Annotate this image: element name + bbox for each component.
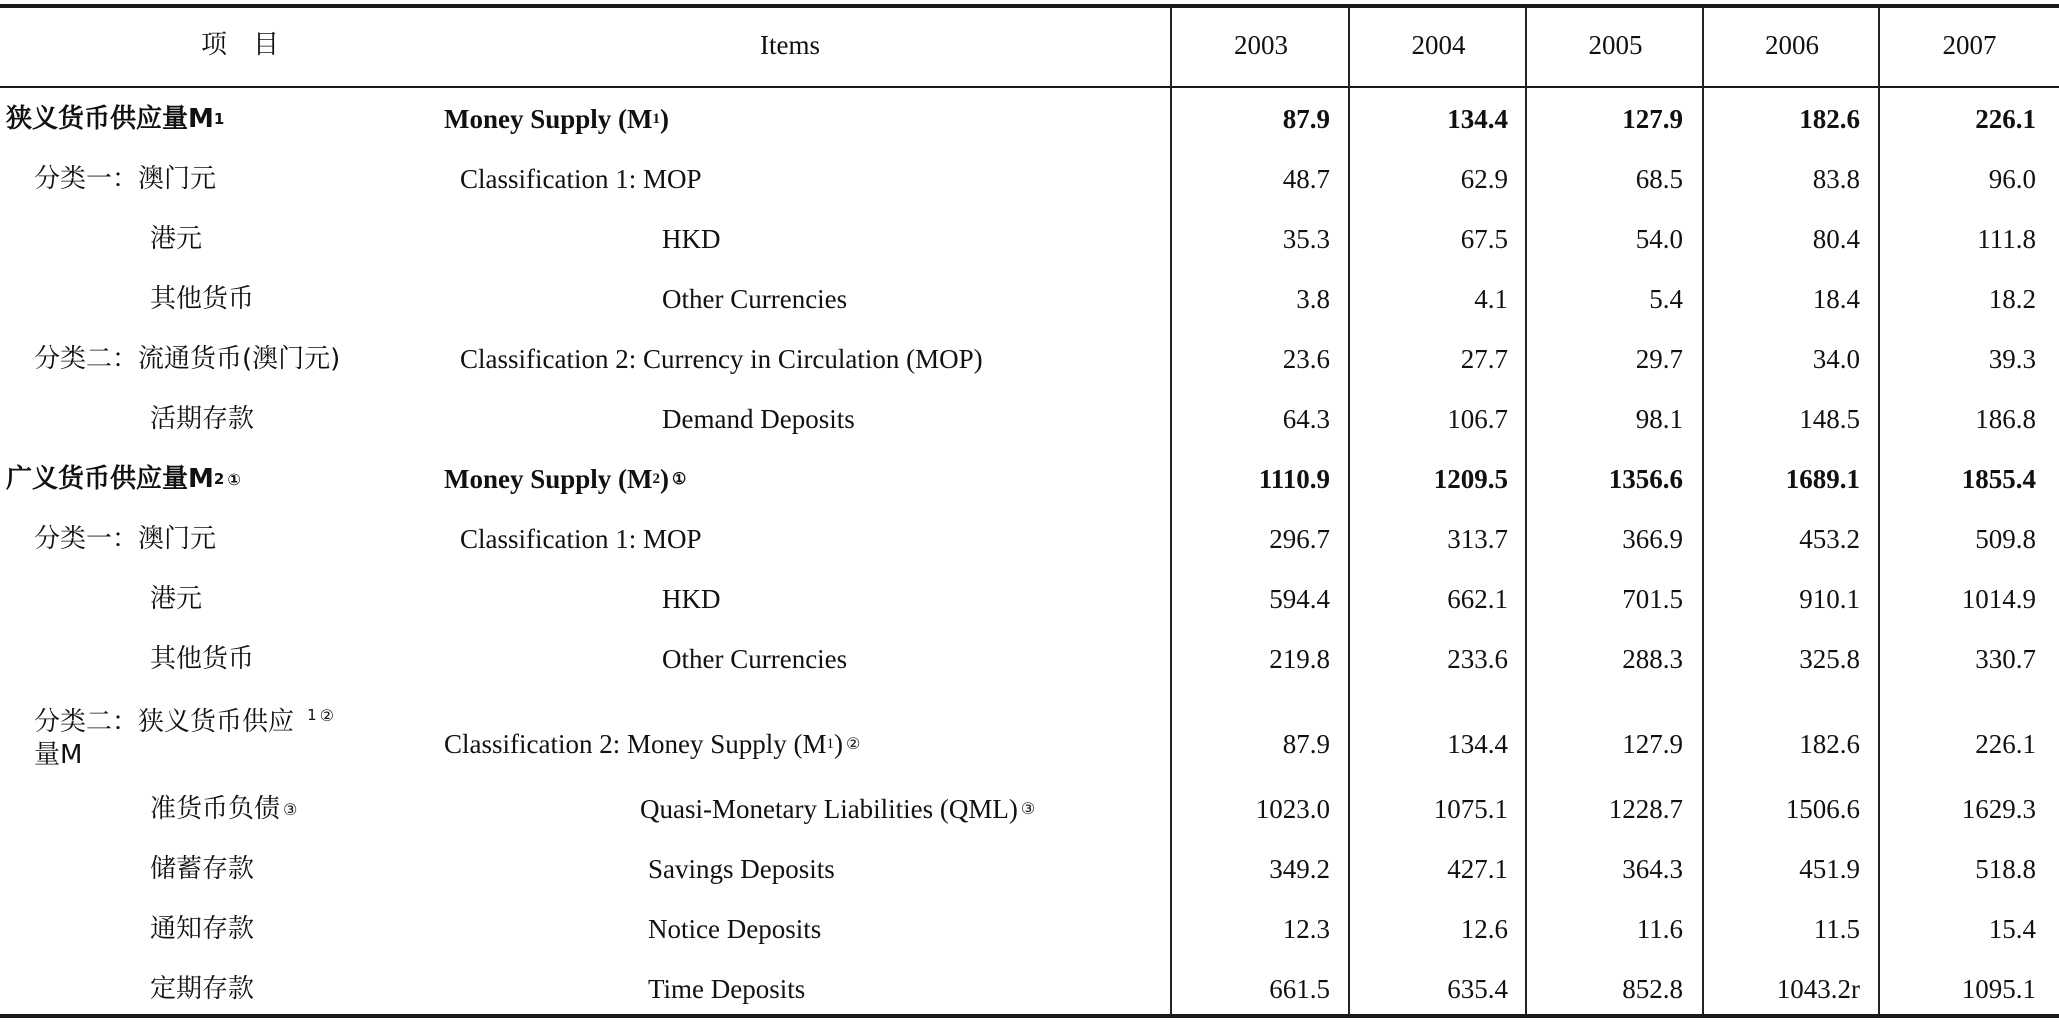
row-label-en [460, 150, 702, 210]
table-cell-value: 134.4 [1447, 104, 1508, 135]
label-subscript: 1 [826, 736, 834, 753]
table-cell-value: 148.5 [1799, 404, 1860, 435]
table-cell-value: 1356.6 [1608, 464, 1683, 495]
row-label-en [444, 90, 669, 150]
table-cell-value: 134.4 [1447, 729, 1508, 760]
label-text: 港元 [150, 584, 203, 615]
row-label-zh [34, 510, 216, 570]
table-cell-value: 1095.1 [1961, 974, 2036, 1005]
table-cell-value: 366.9 [1622, 524, 1683, 555]
label-text: 分类二：狭义货币供应量M [34, 707, 295, 770]
table-cell-value: 127.9 [1622, 104, 1683, 135]
year-header: 2004 [1411, 30, 1466, 61]
table-cell-value: 1110.9 [1258, 464, 1330, 495]
table-cell-value: 18.4 [1812, 284, 1860, 315]
year-header: 2006 [1765, 30, 1819, 61]
table-cell-value: 219.8 [1269, 644, 1330, 675]
table-cell-value: 18.2 [1988, 284, 2036, 315]
table-cell-value: 451.9 [1799, 854, 1860, 885]
label-text: 分类二：流通货币(澳门元) [34, 344, 341, 375]
table-cell-value: 701.5 [1622, 584, 1683, 615]
header-en-label: Items [760, 30, 820, 61]
table-cell-value: 12.6 [1460, 914, 1508, 945]
label-text: 储蓄存款 [150, 854, 255, 885]
label-text: Classification 2: Money Supply (M [444, 729, 827, 760]
table-cell-value: 34.0 [1812, 344, 1860, 375]
row-label-zh [150, 630, 254, 690]
table-cell-value: 54.0 [1635, 224, 1683, 255]
table-cell-value: 427.1 [1447, 854, 1508, 885]
row-label-en [460, 510, 702, 570]
table-cell-value: 226.1 [1975, 729, 2036, 760]
label-text: 其他货币 [150, 284, 255, 315]
table-cell-value: 330.7 [1975, 644, 2036, 675]
row-label-en [662, 570, 721, 630]
header-zh-label: 项 目 [200, 30, 279, 61]
table-cell-value: 15.4 [1988, 914, 2036, 945]
table-cell-value: 35.3 [1282, 224, 1330, 255]
table-cell-value: 1629.3 [1961, 794, 2036, 825]
table-cell-value: 29.7 [1635, 344, 1683, 375]
table-cell-value: 80.4 [1812, 224, 1860, 255]
table-cell-value: 509.8 [1975, 524, 2036, 555]
table-cell-value: 83.8 [1812, 164, 1860, 195]
table-cell-value: 39.3 [1988, 344, 2036, 375]
row-label-en [444, 450, 686, 510]
label-text: Time Deposits [648, 974, 806, 1005]
table-cell-value: 1014.9 [1961, 584, 2036, 615]
label-tail: ) [660, 104, 670, 135]
footnote-marker: ③ [283, 799, 298, 819]
table-cell-value: 98.1 [1635, 404, 1683, 435]
year-header: 2003 [1234, 30, 1288, 61]
label-tail: ) [833, 729, 843, 760]
table-cell-value: 661.5 [1269, 974, 1330, 1005]
row-label-zh [34, 150, 216, 210]
table-cell-value: 111.8 [1977, 224, 2036, 255]
row-label-en [460, 330, 983, 390]
table-cell-value: 1855.4 [1961, 464, 2036, 495]
label-text: 定期存款 [150, 974, 255, 1005]
row-label-zh [34, 700, 334, 786]
row-label-zh [150, 780, 297, 840]
table-cell-value: 27.7 [1460, 344, 1508, 375]
footnote-marker: ③ [1020, 800, 1036, 818]
row-label-zh [150, 840, 254, 900]
year-header: 2005 [1588, 30, 1643, 61]
label-text: 港元 [150, 224, 203, 255]
table-cell-value: 1228.7 [1608, 794, 1683, 825]
table-cell-value: 67.5 [1460, 224, 1508, 255]
row-label-en [662, 630, 847, 690]
label-text: HKD [662, 224, 721, 255]
label-text: 准货币负债 [150, 794, 281, 825]
table-cell-value: 11.5 [1813, 914, 1860, 945]
table-cell-value: 1209.5 [1433, 464, 1508, 495]
table-cell-value: 182.6 [1799, 729, 1860, 760]
label-text: 活期存款 [150, 404, 255, 435]
table-cell-value: 3.8 [1296, 284, 1330, 315]
label-text: Classification 1: MOP [460, 164, 702, 195]
table-cell-value: 127.9 [1622, 729, 1683, 760]
label-text: 狭义货币供应量M [6, 104, 214, 135]
table-cell-value: 313.7 [1447, 524, 1508, 555]
label-text: 通知存款 [150, 914, 255, 945]
footnote-marker: ① [672, 470, 687, 488]
label-text: Quasi-Monetary Liabilities (QML) [640, 794, 1018, 825]
table-cell-value: 325.8 [1799, 644, 1860, 675]
footnote-marker: ② [845, 735, 861, 753]
table-cell-value: 1075.1 [1433, 794, 1508, 825]
table-cell-value: 186.8 [1975, 404, 2036, 435]
table-cell-value: 1043.2r [1776, 974, 1860, 1005]
label-text: Classification 1: MOP [460, 524, 702, 555]
year-header: 2007 [1942, 30, 1997, 61]
row-label-zh [150, 390, 254, 450]
row-label-zh [150, 210, 202, 270]
table-cell-value: 182.6 [1799, 104, 1860, 135]
table-cell-value: 87.9 [1282, 104, 1330, 135]
table-cell-value: 852.8 [1622, 974, 1683, 1005]
table-cell-value: 106.7 [1447, 404, 1508, 435]
row-label-en [662, 270, 847, 330]
label-subscript: 1 [307, 706, 317, 724]
row-label-en [648, 960, 805, 1020]
table-cell-value: 594.4 [1269, 584, 1330, 615]
table-cell-value: 1689.1 [1785, 464, 1860, 495]
row-label-zh [150, 270, 254, 330]
label-text: Demand Deposits [662, 404, 855, 435]
table-cell-value: 349.2 [1269, 854, 1330, 885]
label-subscript: 1 [213, 110, 225, 129]
label-text: Other Currencies [662, 284, 848, 315]
table-cell-value: 518.8 [1975, 854, 2036, 885]
label-text: Classification 2: Currency in Circulation (MOP) [460, 344, 983, 375]
label-text: 广义货币供应量M [6, 464, 214, 495]
row-label-zh [150, 570, 202, 630]
label-text: Notice Deposits [648, 914, 822, 945]
table-cell-value: 4.1 [1474, 284, 1508, 315]
row-label-en [640, 780, 1035, 840]
footnote-marker: ② [319, 706, 334, 725]
table-cell-value: 62.9 [1460, 164, 1508, 195]
row-label-en [662, 210, 721, 270]
label-subscript: 2 [652, 471, 661, 488]
table-cell-value: 226.1 [1975, 104, 2036, 135]
table-cell-value: 12.3 [1282, 914, 1330, 945]
label-text: Money Supply (M [444, 464, 653, 495]
row-label-zh [150, 900, 254, 960]
table-cell-value: 96.0 [1988, 164, 2036, 195]
table-cell-value: 23.6 [1282, 344, 1330, 375]
table-top-rule [0, 4, 2059, 8]
table-cell-value: 1506.6 [1785, 794, 1860, 825]
table-cell-value: 635.4 [1447, 974, 1508, 1005]
row-label-zh [150, 960, 254, 1020]
row-label-en [648, 840, 835, 900]
label-text: Savings Deposits [648, 854, 835, 885]
table-cell-value: 68.5 [1635, 164, 1683, 195]
row-label-en [444, 710, 860, 780]
table-cell-value: 64.3 [1282, 404, 1330, 435]
label-text: 其他货币 [150, 644, 255, 675]
label-text: 分类一：澳门元 [34, 164, 217, 195]
table-cell-value: 5.4 [1649, 284, 1683, 315]
label-text: Other Currencies [662, 644, 848, 675]
table-cell-value: 233.6 [1447, 644, 1508, 675]
table-cell-value: 296.7 [1269, 524, 1330, 555]
row-label-zh [6, 90, 224, 150]
table-cell-value: 910.1 [1799, 584, 1860, 615]
label-text: Money Supply (M [444, 104, 653, 135]
label-tail: ) [660, 464, 670, 495]
footnote-marker: ① [227, 469, 241, 489]
table-cell-value: 453.2 [1799, 524, 1860, 555]
label-text: 分类一：澳门元 [34, 524, 217, 555]
table-header-rule [0, 86, 2059, 88]
table-cell-value: 48.7 [1282, 164, 1330, 195]
table-cell-value: 1023.0 [1255, 794, 1330, 825]
table-cell-value: 11.6 [1636, 914, 1683, 945]
row-label-en [662, 390, 855, 450]
label-text: HKD [662, 584, 721, 615]
table-cell-value: 364.3 [1622, 854, 1683, 885]
row-label-en [648, 900, 821, 960]
table-cell-value: 87.9 [1282, 729, 1330, 760]
row-label-zh [34, 330, 340, 390]
table-cell-value: 662.1 [1447, 584, 1508, 615]
table-cell-value: 288.3 [1622, 644, 1683, 675]
label-subscript: 1 [652, 111, 661, 128]
row-label-zh [6, 450, 241, 510]
label-subscript: 2 [213, 470, 225, 489]
